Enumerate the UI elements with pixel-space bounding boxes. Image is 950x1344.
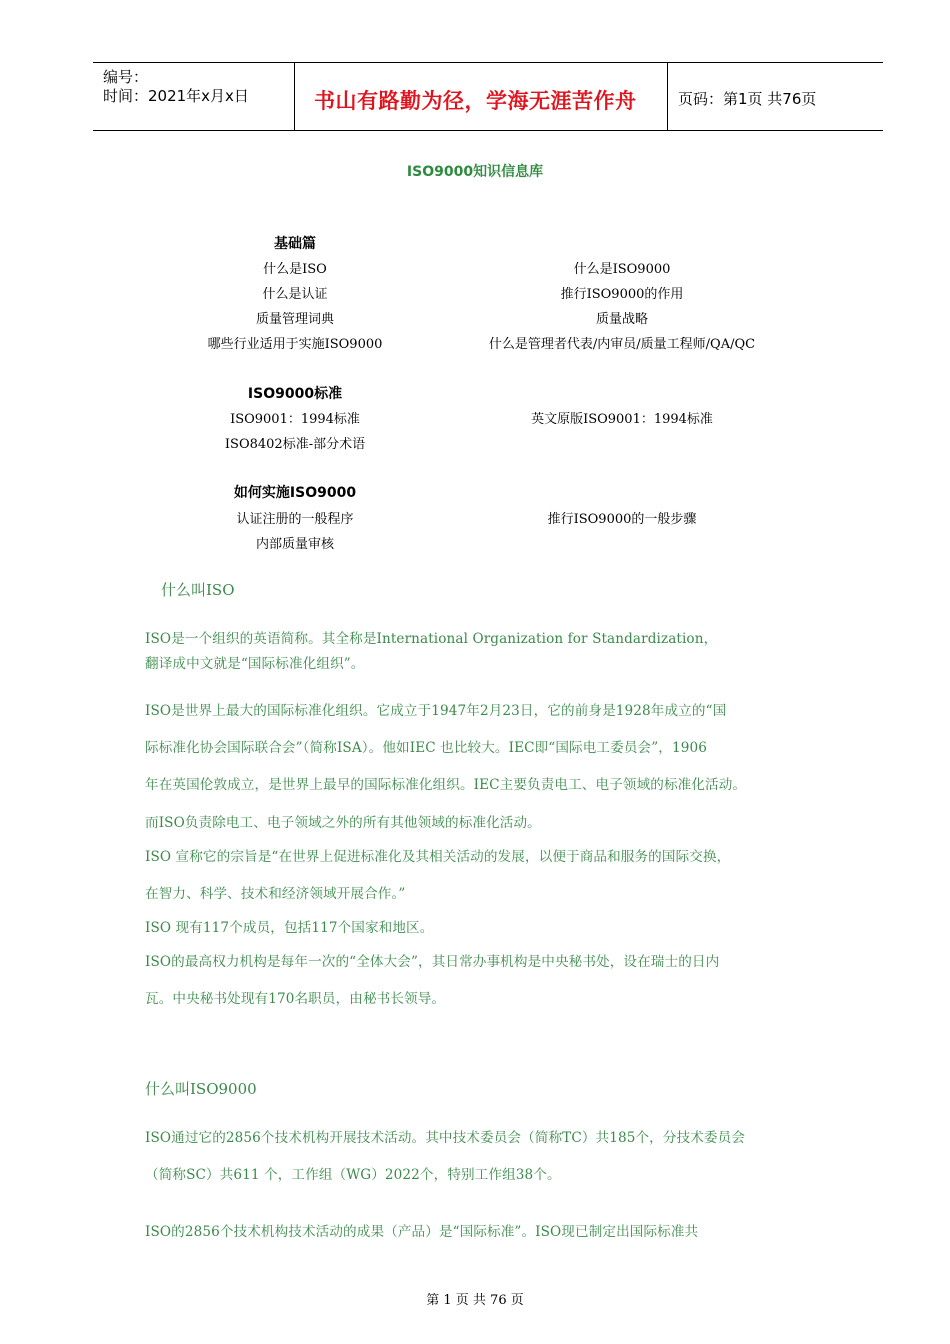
section-heading-what-is-iso9000: 什么叫ISO9000 xyxy=(145,1080,257,1098)
header-bottom-rule xyxy=(93,130,883,131)
paragraph-line: （简称SC）共611 个，工作组（WG）2022个，特别工作组38个。 xyxy=(145,1167,561,1183)
header-motto: 书山有路勤为径，学海无涯苦作舟 xyxy=(314,89,637,113)
toc-link-applicable-industries[interactable]: 哪些行业适用于实施ISO9000 xyxy=(207,337,383,352)
section-heading-what-is-iso: 什么叫ISO xyxy=(161,581,235,599)
toc-link-iso9001-1994[interactable]: ISO9001：1994标准 xyxy=(230,412,360,427)
paragraph-line: ISO 现有117个成员，包括117个国家和地区。 xyxy=(145,920,434,936)
toc-link-quality-strategy[interactable]: 质量战略 xyxy=(595,312,648,327)
toc-link-iso9000-benefits[interactable]: 推行ISO9000的作用 xyxy=(560,287,684,302)
doc-number-label: 编号： xyxy=(103,68,149,86)
header-top-rule xyxy=(93,62,883,63)
document-title: ISO9000知识信息库 xyxy=(406,164,544,180)
toc-link-roles[interactable]: 什么是管理者代表/内审员/质量工程师/QA/QC xyxy=(488,337,756,352)
paragraph-line: ISO的2856个技术机构技术活动的成果（产品）是“国际标准”。ISO现已制定出国际标准共 xyxy=(145,1224,699,1240)
paragraph-line: 际标准化协会国际联合会”（简称ISA）。他如IEC 也比较大。IEC即“国际电工委员会”，1906 xyxy=(145,740,707,756)
toc-link-registration-procedure[interactable]: 认证注册的一般程序 xyxy=(236,512,354,527)
toc-link-iso9001-english[interactable]: 英文原版ISO9001：1994标准 xyxy=(531,412,713,427)
paragraph-line: 在智力、科学、技术和经济领域开展合作。” xyxy=(145,886,406,902)
toc-link-what-is-certification[interactable]: 什么是认证 xyxy=(262,287,328,302)
toc-heading-standards: ISO9000标准 xyxy=(247,386,343,402)
toc-link-quality-glossary[interactable]: 质量管理词典 xyxy=(255,312,334,327)
doc-time-label: 时间：2021年x月x日 xyxy=(103,87,249,105)
header-page-info: 页码：第1页 共76页 xyxy=(678,90,817,108)
toc-link-general-steps[interactable]: 推行ISO9000的一般步骤 xyxy=(547,512,697,527)
toc-link-internal-audit[interactable]: 内部质量审核 xyxy=(255,537,334,552)
header-divider-left xyxy=(294,62,295,130)
toc-link-what-is-iso[interactable]: 什么是ISO xyxy=(263,262,327,277)
paragraph-line: ISO是世界上最大的国际标准化组织。它成立于1947年2月23日，它的前身是1928年成立的“国 xyxy=(145,703,727,719)
paragraph-line: ISO的最高权力机构是每年一次的“全体大会”，其日常办事机构是中央秘书处，设在瑞士的日内 xyxy=(145,954,720,970)
header-divider-right xyxy=(667,62,668,130)
paragraph-line: 翻译成中文就是“国际标准化组织”。 xyxy=(145,656,365,672)
toc-link-what-is-iso9000[interactable]: 什么是ISO9000 xyxy=(573,262,671,277)
paragraph-line: 而ISO负责除电工、电子领域之外的所有其他领域的标准化活动。 xyxy=(145,815,541,831)
toc-link-iso8402-terms[interactable]: ISO8402标准-部分术语 xyxy=(224,437,366,452)
toc-heading-implement: 如何实施ISO9000 xyxy=(233,485,357,501)
toc-heading-basics: 基础篇 xyxy=(274,236,316,252)
paragraph-line: ISO是一个组织的英语简称。其全称是International Organization for Standardization， xyxy=(145,631,718,647)
paragraph-line: 瓦。中央秘书处现有170名职员，由秘书长领导。 xyxy=(145,991,446,1007)
paragraph-line: ISO通过它的2856个技术机构开展技术活动。其中技术委员会（简称TC）共185个，分技术委员会 xyxy=(145,1130,746,1146)
paragraph-line: ISO 宣称它的宗旨是“在世界上促进标准化及其相关活动的发展，以便于商品和服务的国际交换， xyxy=(145,849,731,865)
page-footer: 第 1 页 共 76 页 xyxy=(426,1293,524,1308)
paragraph-line: 年在英国伦敦成立，是世界上最早的国际标准化组织。IEC主要负责电工、电子领域的标准化活动。 xyxy=(145,777,747,793)
